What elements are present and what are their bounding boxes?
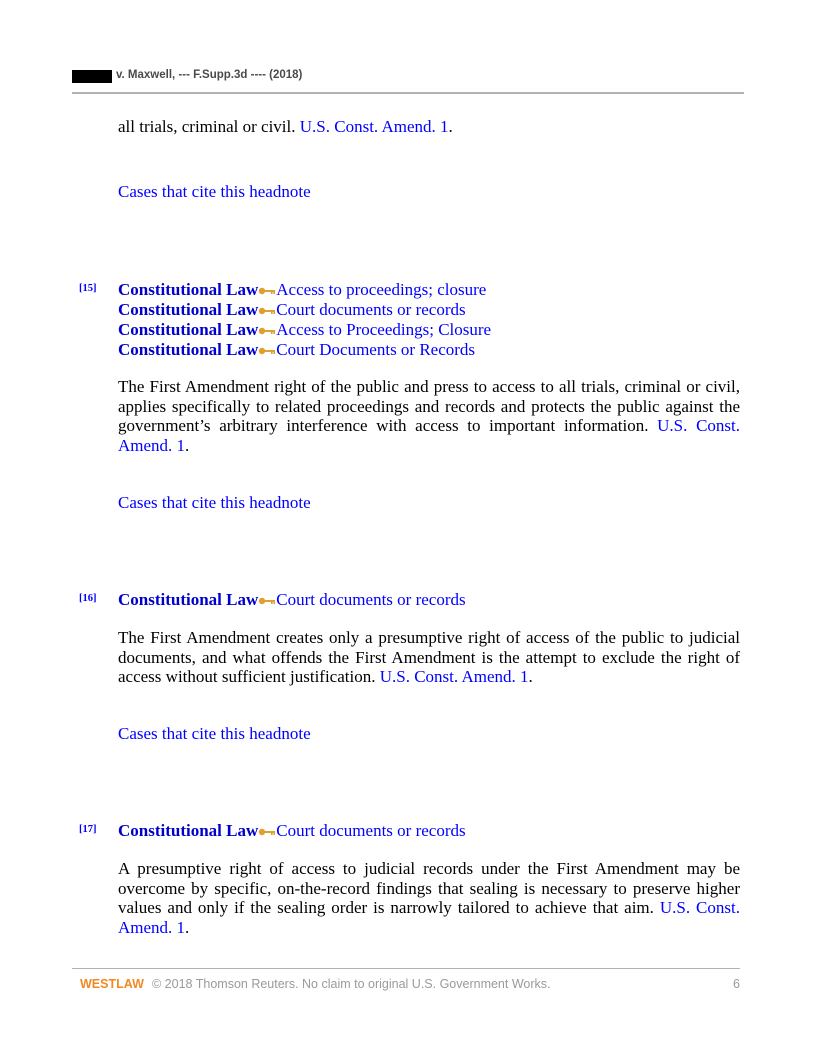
running-header bbox=[72, 68, 744, 94]
key-icon bbox=[258, 346, 276, 356]
headnote-text-continuation: all trials, criminal or civil. U.S. Const. Amend. 1. bbox=[118, 117, 453, 136]
westlaw-logo: WESTLAW bbox=[80, 977, 144, 991]
headnote-text: The First Amendment creates only a presumptive right of access of the public to judicial documents, and what offends the First Amendment is the attempt to exclude the right of access without sufficient justification. U.S. Const. Amend. 1. bbox=[118, 628, 740, 686]
key-number-line[interactable]: Constitutional Law Court documents or records bbox=[118, 821, 466, 840]
headnote-text: A presumptive right of access to judicial records under the First Amendment may be overcome by specific, on-the-record findings that sealing is necessary to preserve higher values and only if the sealing order is narrowly tailored to achieve that aim. U.S. Const. Amend. 1. bbox=[118, 859, 740, 937]
key-icon bbox=[258, 596, 276, 606]
key-icon bbox=[258, 306, 276, 316]
key-number-line[interactable]: Constitutional Law Court documents or records bbox=[118, 300, 466, 319]
key-icon bbox=[258, 827, 276, 837]
key-icon bbox=[258, 326, 276, 336]
key-number-line[interactable]: Constitutional Law Access to proceedings; closure bbox=[118, 280, 487, 299]
headnote-number[interactable]: [17] bbox=[79, 824, 97, 835]
key-number-line[interactable]: Constitutional Law Court documents or records bbox=[118, 590, 466, 609]
redaction-block bbox=[72, 70, 112, 83]
citation-link[interactable]: U.S. Const. Amend. 1 bbox=[299, 117, 449, 136]
citation-link[interactable]: U.S. Const. Amend. 1 bbox=[118, 416, 740, 455]
cases-cite-link[interactable]: Cases that cite this headnote bbox=[118, 724, 311, 743]
citation-link[interactable]: U.S. Const. Amend. 1 bbox=[118, 898, 740, 937]
headnote-number[interactable]: [15] bbox=[79, 283, 97, 294]
cases-cite-link[interactable]: Cases that cite this headnote bbox=[118, 493, 311, 512]
key-number-line[interactable]: Constitutional Law Access to Proceedings; Closure bbox=[118, 320, 492, 339]
case-title: v. Maxwell, --- F.Supp.3d ---- (2018) bbox=[116, 69, 303, 81]
page-footer bbox=[72, 968, 740, 999]
key-number-line[interactable]: Constitutional Law Court Documents or Records bbox=[118, 340, 476, 359]
page-number: 6 bbox=[733, 977, 740, 991]
headnote-text: The First Amendment right of the public and press to access to all trials, criminal or civil, applies specifically to related proceedings and records and protects the public against the government’s arbitrary interference with access to important information. U.S. Const. Amend. 1. bbox=[118, 377, 740, 455]
copyright-notice: © 2018 Thomson Reuters. No claim to original U.S. Government Works. bbox=[152, 977, 551, 991]
key-icon bbox=[258, 286, 276, 296]
headnote-number[interactable]: [16] bbox=[79, 593, 97, 604]
citation-link[interactable]: U.S. Const. Amend. 1 bbox=[379, 667, 529, 686]
cases-cite-link[interactable]: Cases that cite this headnote bbox=[118, 182, 311, 201]
